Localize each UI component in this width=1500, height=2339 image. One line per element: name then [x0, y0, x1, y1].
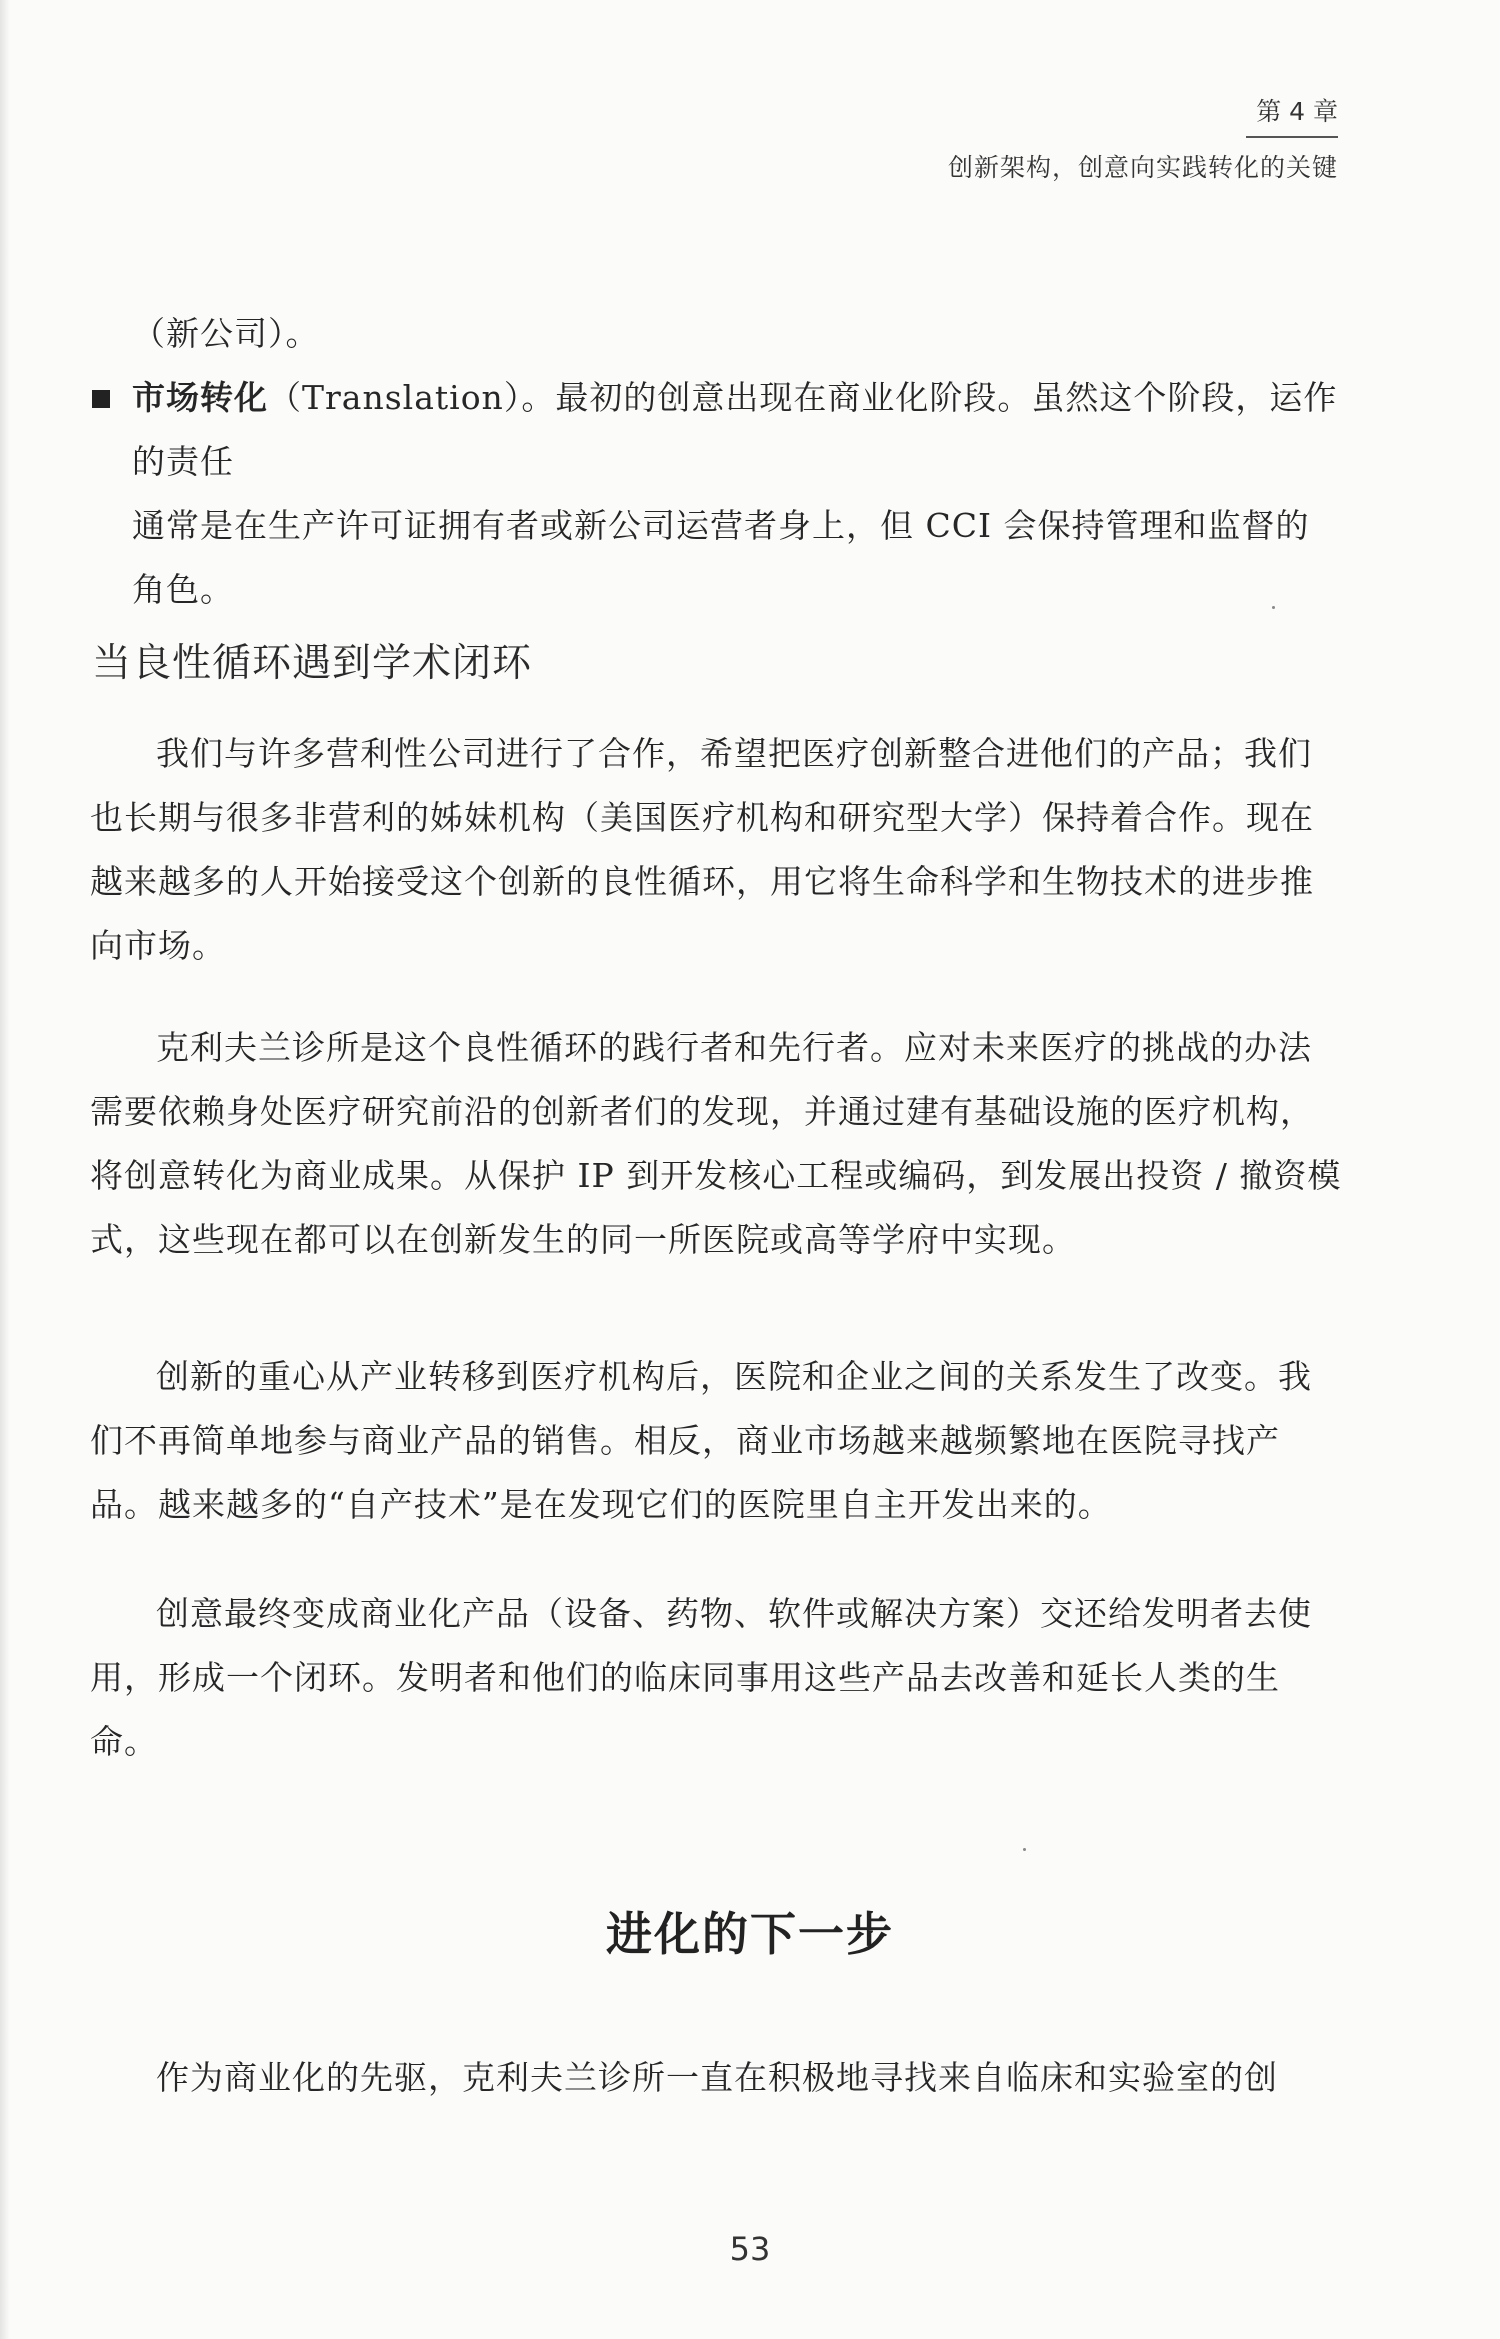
section-heading-virtuous-cycle: 当良性循环遇到学术闭环 [92, 641, 533, 686]
scan-speck [1272, 606, 1275, 609]
chapter-label: 第 4 章 [1246, 92, 1338, 138]
paragraph-3: 创新的重心从产业转移到医疗机构后，医院和企业之间的关系发生了改变。我们不再简单地参与商业产品的销售。相反，商业市场越来越频繁地在医院寻找产品。越来越多的“自产技术”是在发现它们的医院里自主开发出来的。 [90, 1357, 1312, 1524]
paragraph-5: 作为商业化的先驱，克利夫兰诊所一直在积极地寻找来自临床和实验室的创 [156, 2058, 1278, 2097]
bullet-line-2: 通常是在生产许可证拥有者或新公司运营者身上，但 CCI 会保持管理和监督的角色。 [132, 506, 1310, 609]
bullet-item-translation [90, 366, 1342, 622]
bullet-line-1 [132, 366, 1342, 494]
paragraph-4: 创意最终变成商业化产品（设备、药物、软件或解决方案）交还给发明者去使用，形成一个闭环。发明者和他们的临床同事用这些产品去改善和延长人类的生命。 [90, 1594, 1312, 1761]
paragraph-2: 克利夫兰诊所是这个良性循环的践行者和先行者。应对未来医疗的挑战的办法需要依赖身处医疗研究前沿的创新者们的发现，并通过建有基础设施的医疗机构，将创意转化为商业成果。从保护 IP 到开发核心工程或编码，到发展出投资 / 撤资模式，这些现在都可以在创新发生的同一所医院或高等学府中实现。 [90, 1028, 1342, 1259]
scan-speck [1023, 1848, 1026, 1851]
continuation-text: （新公司）。 [132, 314, 320, 353]
square-bullet-icon [92, 390, 110, 408]
paragraph-1: 我们与许多营利性公司进行了合作，希望把医疗创新整合进他们的产品；我们也长期与很多非营利的姊妹机构（美国医疗机构和研究型大学）保持着合作。现在越来越多的人开始接受这个创新的良性循环，用它将生命科学和生物技术的进步推向市场。 [90, 734, 1314, 965]
section-heading-next-step: 进化的下一步 [606, 1907, 894, 1961]
chapter-title: 创新架构，创意向实践转化的关键 [947, 153, 1338, 182]
bullet-line-1-text: （Translation）。最初的创意出现在商业化阶段。虽然这个阶段，运作的责任 [132, 378, 1338, 481]
page-edge-shadow [0, 0, 10, 2339]
bullet-term: 市场转化 [132, 378, 268, 417]
running-header [948, 92, 1338, 184]
page-number: 53 [729, 2230, 771, 2268]
